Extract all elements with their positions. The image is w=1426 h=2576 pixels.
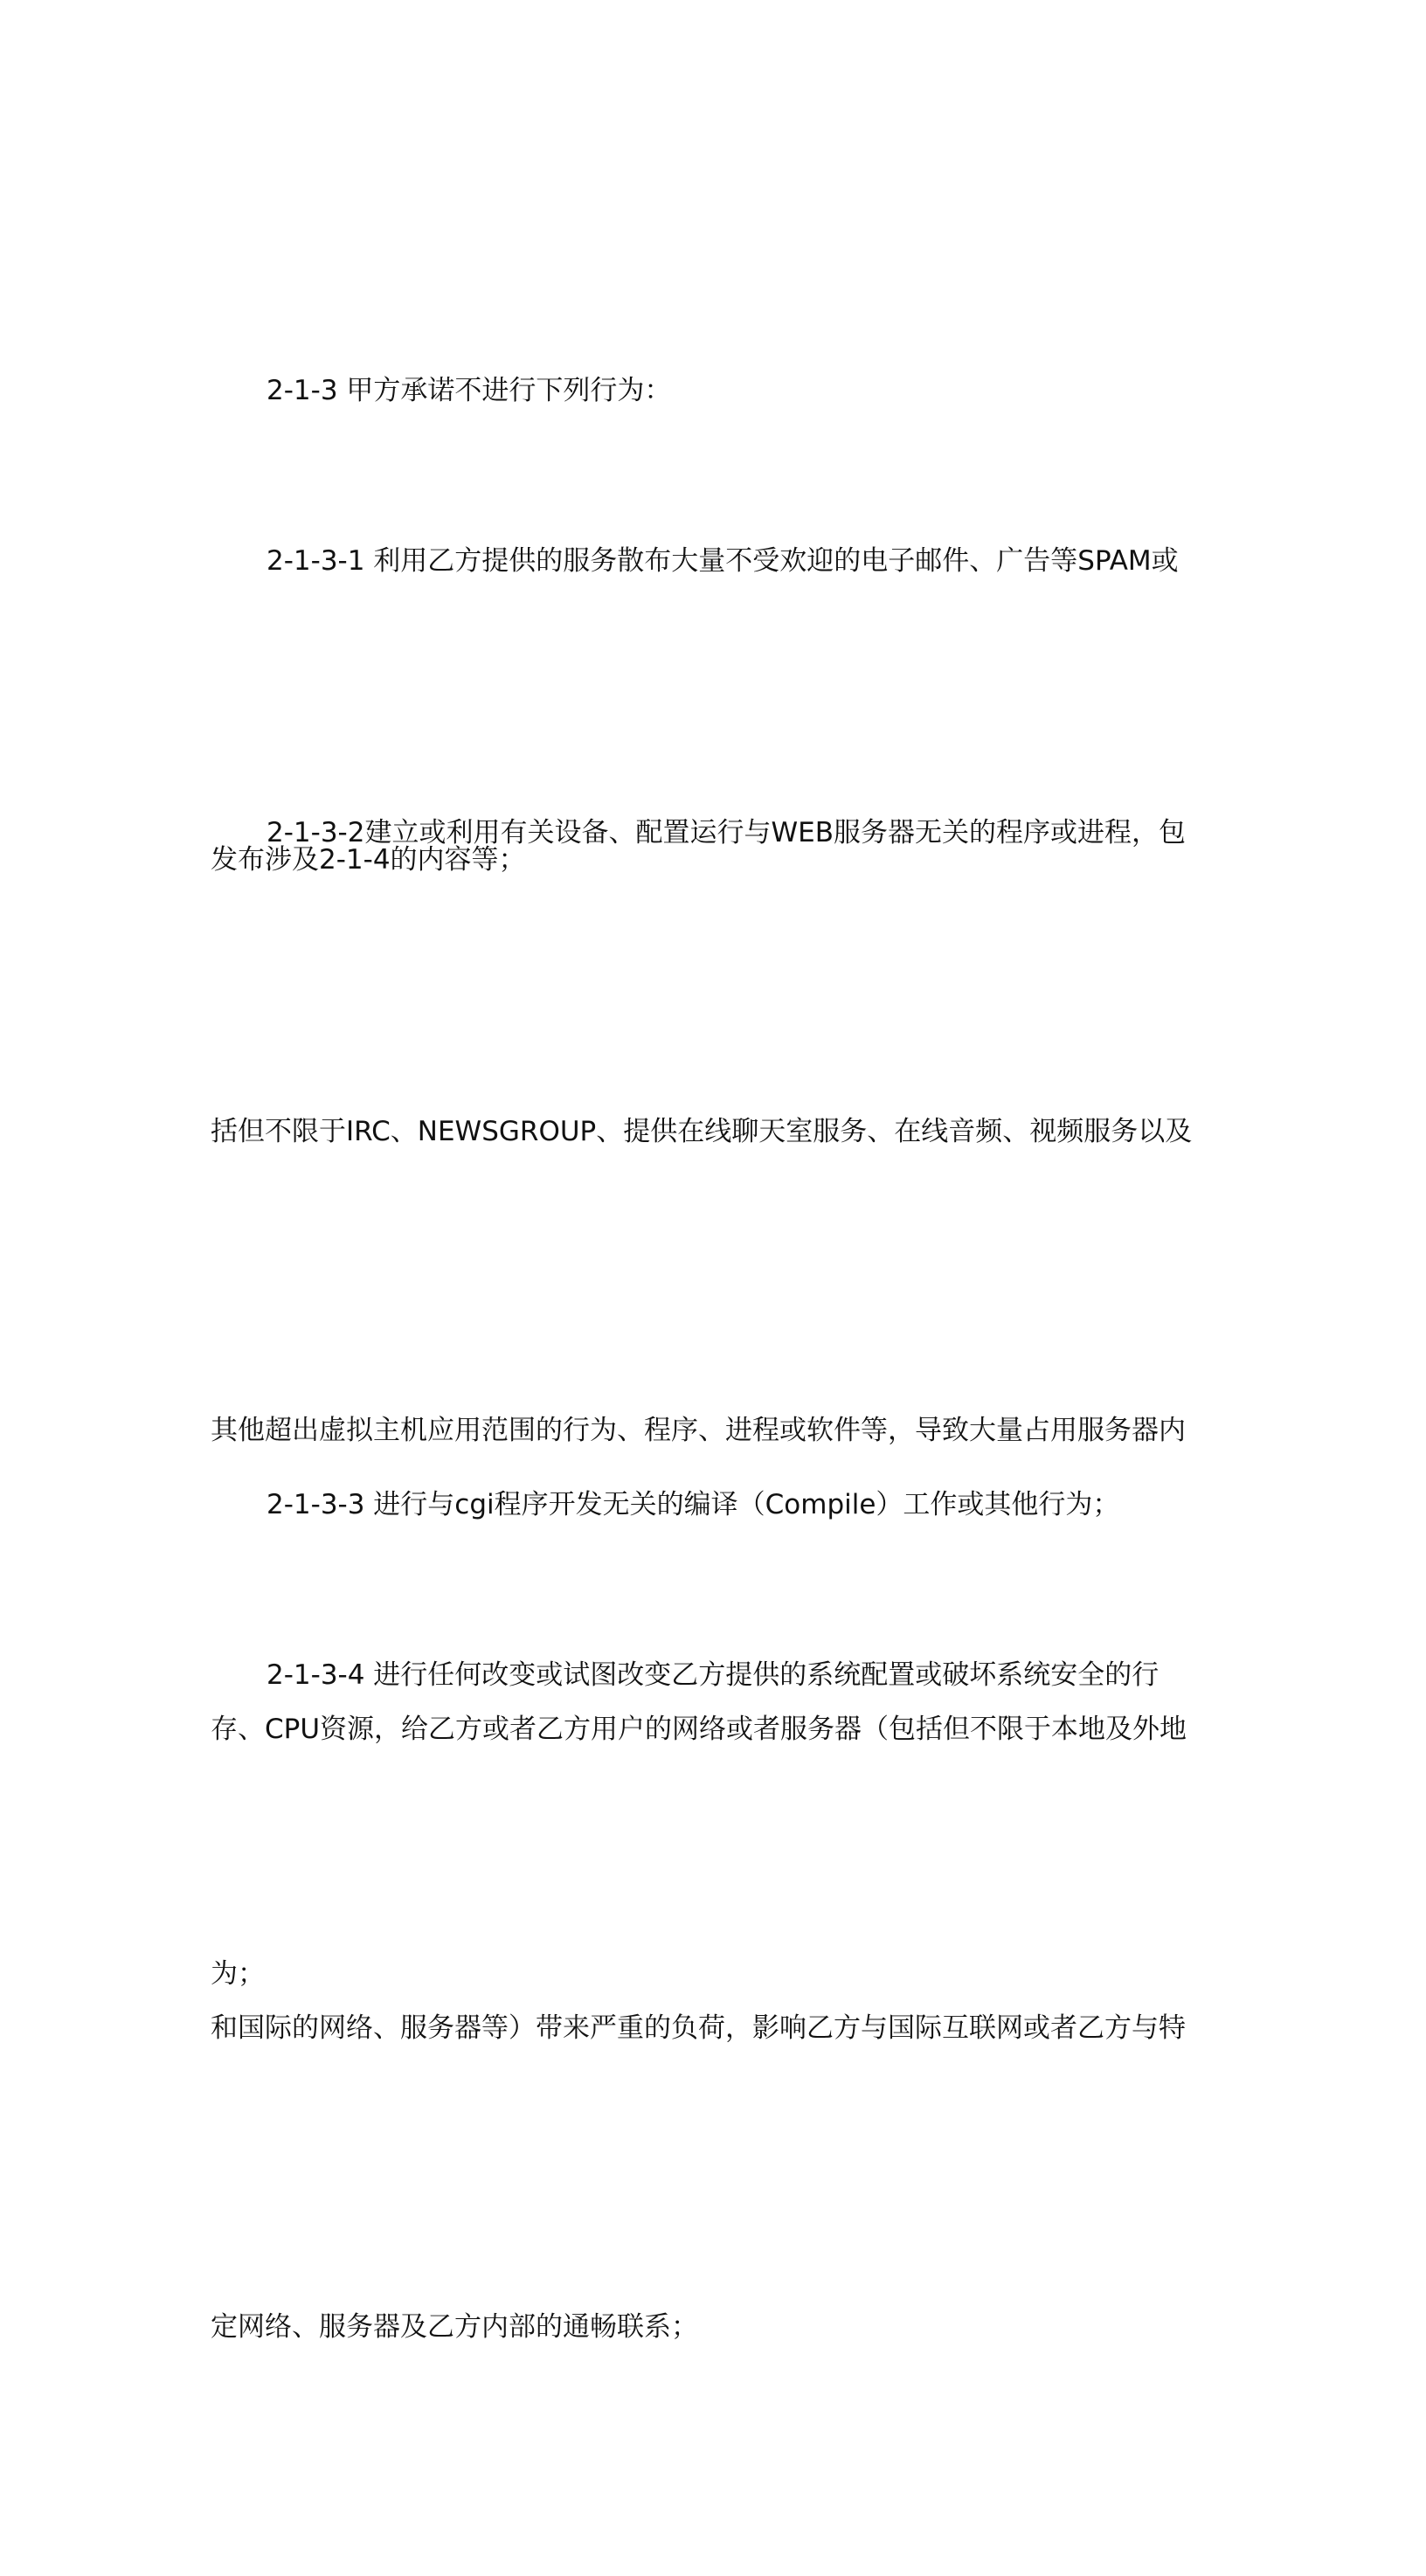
paragraph-line: 定网络、服务器及乙方内部的通畅联系； <box>211 2311 698 2343</box>
paragraph-line: 和国际的网络、服务器等）带来严重的负荷，影响乙方与国际互联网或者乙方与特 <box>211 2012 1186 2044</box>
paragraph-line: 发布涉及2-1-4的内容等； <box>211 844 526 876</box>
paragraph-line: 2-1-3-2建立或利用有关设备、配置运行与WEB服务器无关的程序或进程，包 <box>267 817 1186 848</box>
paragraph-line: 2-1-3-4 进行任何改变或试图改变乙方提供的系统配置或破坏系统安全的行 <box>267 1659 1159 1691</box>
paragraph-line: 其他超出虚拟主机应用范围的行为、程序、进程或软件等，导致大量占用服务器内 <box>211 1415 1186 1446</box>
paragraph-line: 2-1-3 甲方承诺不进行下列行为： <box>267 375 672 406</box>
paragraph-line: 2-1-3-3 进行与cgi程序开发无关的编译（Compile）工作或其他行为； <box>267 1489 1120 1520</box>
paragraph-line: 为； <box>211 1958 265 1990</box>
paragraph-line: 存、CPU资源，给乙方或者乙方用户的网络或者服务器（包括但不限于本地及外地 <box>211 1714 1187 1745</box>
clause-2-1-3-4 <box>211 1426 1215 2223</box>
paragraph-line: 括但不限于IRC、NEWSGROUP、提供在线聊天室服务、在线音频、视频服务以及 <box>211 1116 1193 1147</box>
paragraph-line: 2-1-3-1 利用乙方提供的服务散布大量不受欢迎的电子邮件、广告等SPAM或 <box>267 545 1179 577</box>
